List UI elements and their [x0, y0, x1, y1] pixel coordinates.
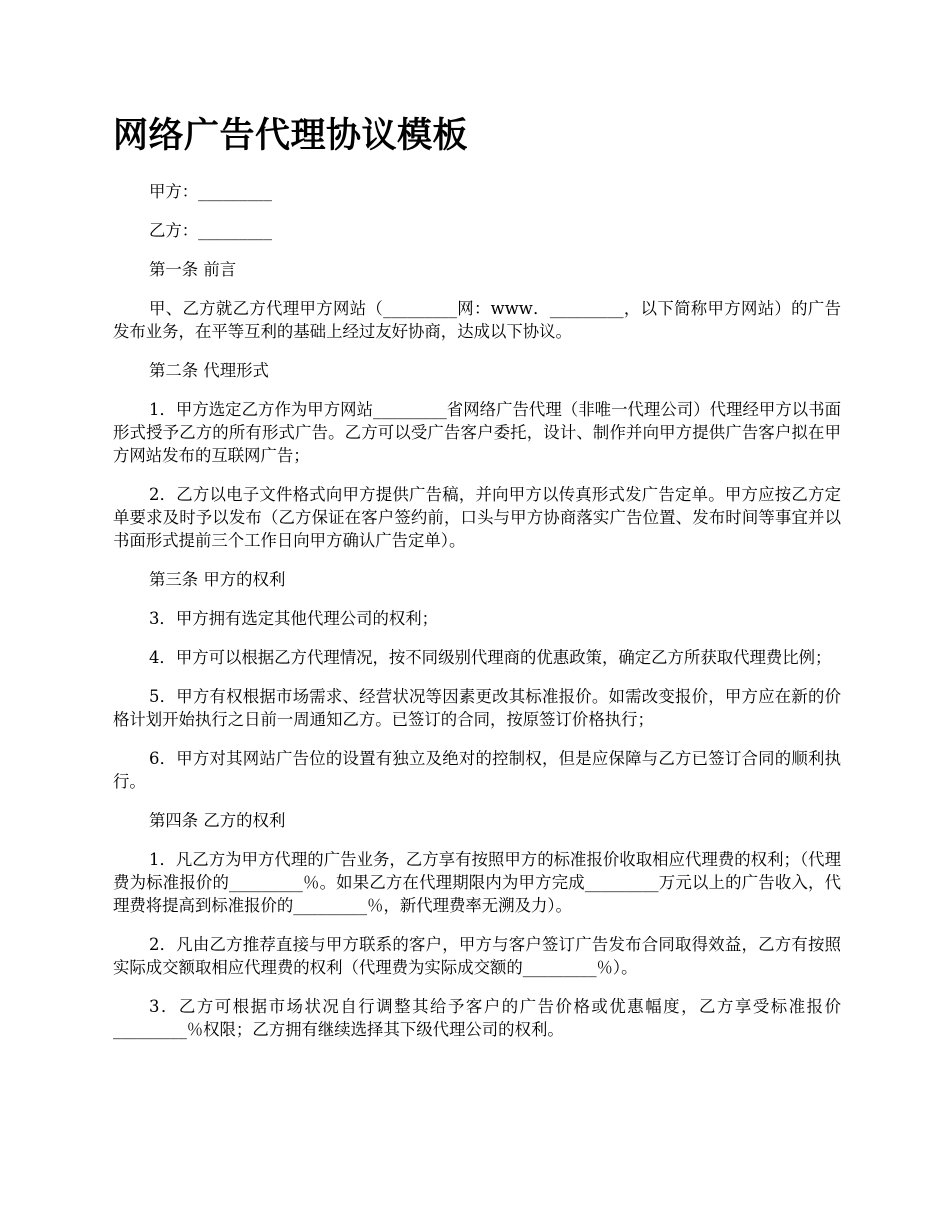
- article-1-text: 甲、乙方就乙方代理甲方网站（_________网：www．_________，以下简称甲方网站）的广告发布业务，在平等互利的基础上经过友好协商，达成以下协议。: [113, 299, 841, 341]
- party-b-line: 乙方：_________: [149, 221, 272, 240]
- article-3-clause-3: 3．甲方拥有选定其他代理公司的权利；: [149, 609, 439, 628]
- article-2-heading: 第二条 代理形式: [149, 361, 269, 380]
- article-3-clause-4: 4．甲方可以根据乙方代理情况，按不同级别代理商的优惠政策，确定乙方所获取代理费比例；: [149, 648, 832, 667]
- document-title: 网络广告代理协议模板: [113, 116, 469, 156]
- article-4-clause-1: 1．凡乙方为甲方代理的广告业务，乙方享有按照甲方的标准报价收取相应代理费的权利；（代理费为标准报价的_________％。如果乙方在代理期限内为甲方完成_________万元以上的广告收入，代理费将提高到标准报价的_________％，新代理费率无溯及力）。: [113, 850, 841, 915]
- article-3-clause-6: 6．甲方对其网站广告位的设置有独立及绝对的控制权，但是应保障与乙方已签订合同的顺利执行。: [113, 749, 841, 791]
- document-body: [113, 180, 841, 1057]
- article-4-clause-3: 3．乙方可根据市场状况自行调整其给予客户的广告价格或优惠幅度，乙方享受标准报价_________％权限；乙方拥有继续选择其下级代理公司的权利。: [113, 997, 841, 1039]
- article-4-heading: 第四条 乙方的权利: [149, 811, 286, 830]
- article-1-heading: 第一条 前言: [149, 260, 237, 279]
- article-2-clause-1: 1．甲方选定乙方作为甲方网站_________省网络广告代理（非唯一代理公司）代理经甲方以书面形式授予乙方的所有形式广告。乙方可以受广告客户委托，设计、制作并向甲方提供广告客户拟在甲方网站发布的互联网广告；: [113, 400, 841, 465]
- article-2-clause-2: 2．乙方以电子文件格式向甲方提供广告稿，并向甲方以传真形式发广告定单。甲方应按乙方定单要求及时予以发布（乙方保证在客户签约前，口头与甲方协商落实广告位置、发布时间等事宜并以书面形式提前三个工作日向甲方确认广告定单）。: [113, 485, 841, 550]
- article-4-clause-2: 2．凡由乙方推荐直接与甲方联系的客户，甲方与客户签订广告发布合同取得效益，乙方有按照实际成交额取相应代理费的权利（代理费为实际成交额的_________％）。: [113, 935, 841, 977]
- party-a-line: 甲方：_________: [149, 182, 272, 201]
- article-3-clause-5: 5．甲方有权根据市场需求、经营状况等因素更改其标准报价。如需改变报价，甲方应在新的价格计划开始执行之日前一周通知乙方。已签订的合同，按原签订价格执行；: [113, 687, 841, 729]
- article-3-heading: 第三条 甲方的权利: [149, 570, 286, 589]
